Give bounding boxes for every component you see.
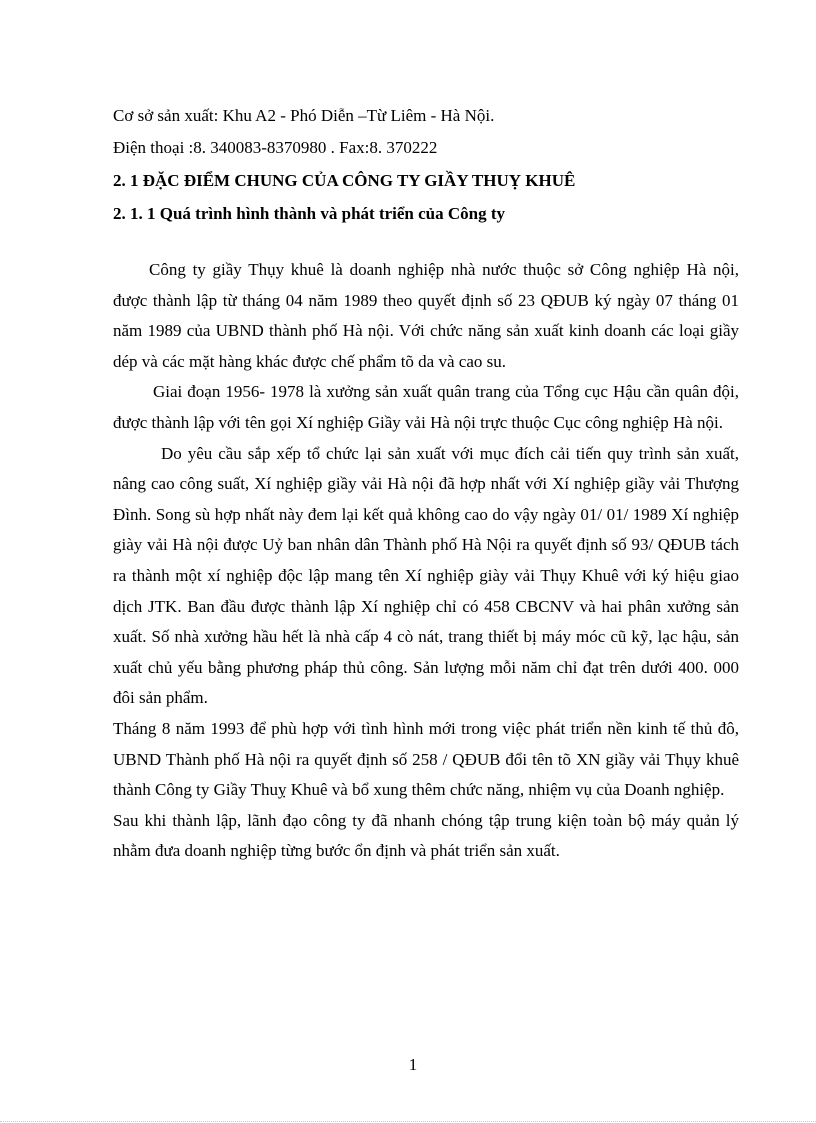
paragraph-company-intro: Công ty giầy Thụy khuê là doanh nghiệp nhà nước thuộc sở Công nghiệp Hà nội, được thành lập từ tháng 04 năm 1989 theo quyết định số 23 QĐUB ký ngày 07 tháng 01 năm 1989 của UBND thành phố Hà nội. Với chức năng sản xuất kinh doanh các loại giầy dép và các mặt hàng khác được chế phẩm tõ da và cao su. (113, 260, 739, 371)
paragraph-history-1956: Giai đoạn 1956- 1978 là xưởng sản xuất quân trang của Tổng cục Hậu cần quân đội, được thành lập với tên gọi Xí nghiệp Giầy vải Hà nội trực thuộc Cục công nghiệp Hà nội. (113, 382, 739, 432)
paragraph-renaming-1993: Tháng 8 năm 1993 để phù hợp với tình hình mới trong việc phát triển nền kinh tế thủ đô, UBND Thành phố Hà nội ra quyết định số 258 / QĐUB đổi tên tõ XN giầy vải Thụy khuê thành Công ty Giầy Thuỵ Khuê và bổ xung thêm chức năng, nhiệm vụ của Doanh nghiệp. (113, 718, 739, 800)
section-title: 2. 1 ĐẶC ĐIỂM CHUNG CỦA CÔNG TY GIẦY THUỴ KHUÊ (113, 171, 576, 190)
section-subtitle: 2. 1. 1 Quá trình hình thành và phát triển của Công ty (113, 204, 506, 223)
contact-line: Điện thoại :8. 340083-8370980 . Fax:8. 370222 (113, 138, 438, 157)
body-text (113, 255, 739, 867)
production-site-line: Cơ sở sản xuất: Khu A2 - Phó Diễn –Từ Liêm - Hà Nội. (113, 106, 495, 125)
page-bottom-divider (0, 1121, 816, 1122)
page-number: 1 (408, 1055, 418, 1074)
paragraph-merger: Do yêu cầu sắp xếp tổ chức lại sản xuất với mục đích cải tiến quy trình sản xuất, nâng cao công suất, Xí nghiệp giầy vải Hà nội đã hợp nhất với Xí nghiệp giầy vải Thượng Đình. Song sù hợp nhất này đem lại kết quả không cao do vậy ngày 01/ 01/ 1989 Xí nghiệp giày vải Hà nội được Uỷ ban nhân dân Thành phố Hà Nội ra quyết định số 93/ QĐUB tách ra thành một xí nghiệp độc lập mang tên Xí nghiệp giày vải Thụy Khuê với ký hiệu giao dịch JTK. Ban đầu được thành lập Xí nghiệp chỉ có 458 CBCNV và hai phân xưởng sản xuất. Số nhà xưởng hầu hết là nhà cấp 4 cò nát, trang thiết bị máy móc cũ kỹ, lạc hậu, sản xuất chủ yếu bằng phương pháp thủ công. Sản lượng mỗi năm chỉ đạt trên dưới 400. 000 đôi sản phẩm. (113, 443, 739, 708)
paragraph-after-founding: Sau khi thành lập, lãnh đạo công ty đã nhanh chóng tập trung kiện toàn bộ máy quản lý nhằm đưa doanh nghiệp từng bước ổn định và phát triển sản xuất. (113, 810, 739, 861)
